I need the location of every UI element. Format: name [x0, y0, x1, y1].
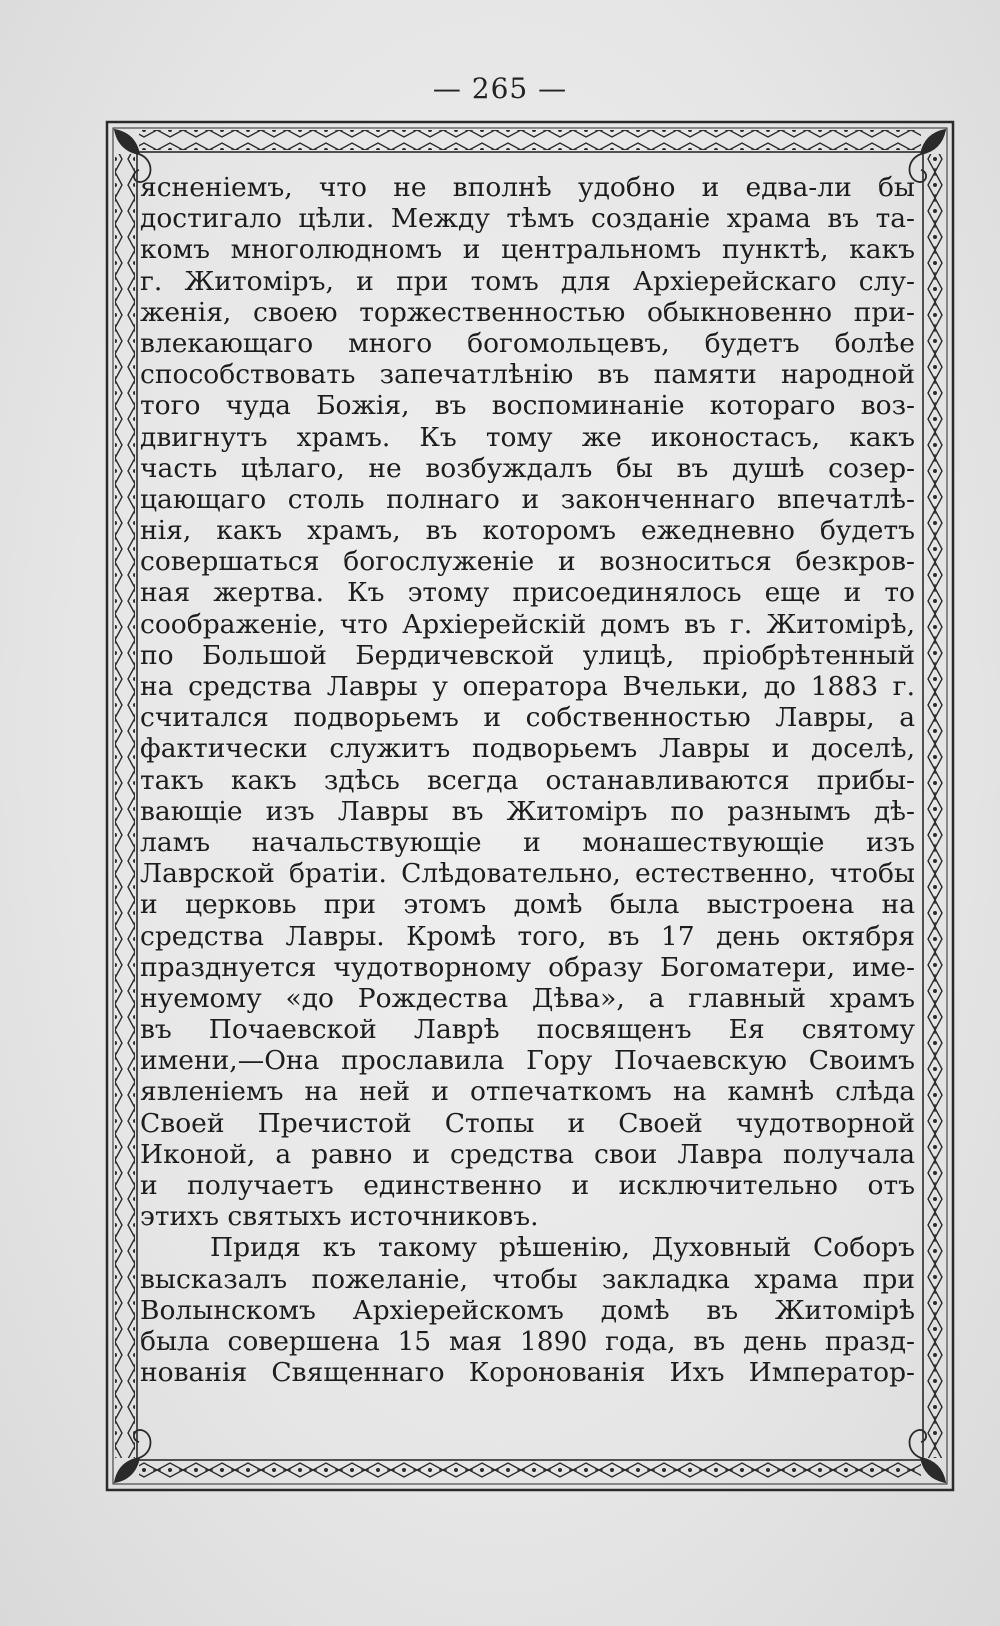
text-line: двигнутъ храмъ. Къ тому же иконостасъ, какъ — [140, 421, 915, 453]
text-line: нія, какъ храмъ, въ которомъ ежедневно будетъ — [140, 515, 915, 547]
text-line: Лаврской братіи. Слѣдовательно, естественно, чтобы — [140, 858, 915, 890]
text-line: совершаться богослуженіе и возноситься безкров- — [140, 546, 915, 578]
text-line: Своей Пречистой Стопы и Своей чудотворной — [140, 1107, 915, 1139]
text-line: г. Житоміръ, и при томъ для Архіерейскаго слу- — [140, 265, 915, 297]
text-line: Придя къ такому рѣшенію, Духовный Соборъ — [210, 1232, 915, 1264]
text-line: явленіемъ на ней и отпечаткомъ на камнѣ слѣда — [140, 1076, 915, 1108]
text-line: была совершена 15 мая 1890 года, въ день празд- — [140, 1325, 915, 1357]
text-line: Иконой, а равно и средства свои Лавра получала — [140, 1138, 915, 1170]
text-line: ная жертва. Къ этому присоединялось еще и то — [140, 577, 915, 609]
text-line: комъ многолюдномъ и центральномъ пунктѣ, какъ — [140, 234, 915, 266]
text-line: этихъ святыхъ источниковъ. — [140, 1201, 539, 1233]
text-line: празднуется чудотворному образу Богоматери, име- — [140, 951, 915, 983]
text-line: Волынскомъ Архіерейскомъ домѣ въ Житомірѣ — [140, 1294, 915, 1326]
text-line: ламъ начальствующіе и монашествующіе изъ — [140, 826, 915, 858]
text-line: средства Лавры. Кромѣ того, въ 17 день октября — [140, 920, 915, 952]
text-line: считался подворьемъ и собственностью Лавры, а — [140, 702, 915, 734]
text-line: нованія Священнаго Коронованія Ихъ Император- — [140, 1357, 915, 1389]
text-line: и церковь при этомъ домѣ была выстроена на — [140, 889, 915, 921]
text-line: на средства Лавры у оператора Вчельки, до 1883 г. — [140, 671, 915, 702]
text-line: женія, своею торжественностью обыкновенно при- — [140, 296, 915, 328]
text-line: и получаетъ единственно и исключительно отъ — [140, 1170, 915, 1201]
text-line: въ Почаевской Лаврѣ посвященъ Ея святому — [140, 1014, 915, 1046]
text-line: имени,—Она прославила Гору Почаевскую Своимъ — [140, 1045, 915, 1077]
text-line: нуемому «до Рождества Дѣва», а главный храмъ — [140, 982, 915, 1014]
text-line: фактически служитъ подворьемъ Лавры и доселѣ, — [140, 733, 915, 765]
text-line: достигало цѣли. Между тѣмъ созданіе храма въ та- — [140, 203, 915, 235]
text-line: ясненіемъ, что не вполнѣ удобно и едва-ли бы — [140, 172, 915, 203]
page-number: — 265 — — [432, 72, 568, 105]
text-line: того чуда Божія, въ воспоминаніе котораго воз- — [140, 390, 915, 422]
text-line: такъ какъ здѣсь всегда останавливаются прибы- — [140, 764, 915, 796]
text-line: вающіе изъ Лавры въ Житоміръ по разнымъ дѣ- — [140, 795, 915, 827]
text-line: часть цѣлаго, не возбуждалъ бы въ душѣ созер- — [140, 452, 915, 484]
main-text — [140, 172, 915, 1388]
text-line: влекающаго много богомольцевъ, будетъ болѣе — [140, 327, 915, 359]
text-line: по Большой Бердичевской улицѣ, пріобрѣтенный — [140, 639, 915, 671]
text-line: соображеніе, что Архіерейскій домъ въ г. Житомірѣ, — [140, 608, 915, 640]
text-line: способствовать запечатлѣнію въ памяти народной — [140, 359, 915, 391]
text-line: высказалъ пожеланіе, чтобы закладка храма при — [140, 1263, 915, 1295]
text-line: цающаго столь полнаго и законченнаго впечатлѣ- — [140, 483, 915, 515]
